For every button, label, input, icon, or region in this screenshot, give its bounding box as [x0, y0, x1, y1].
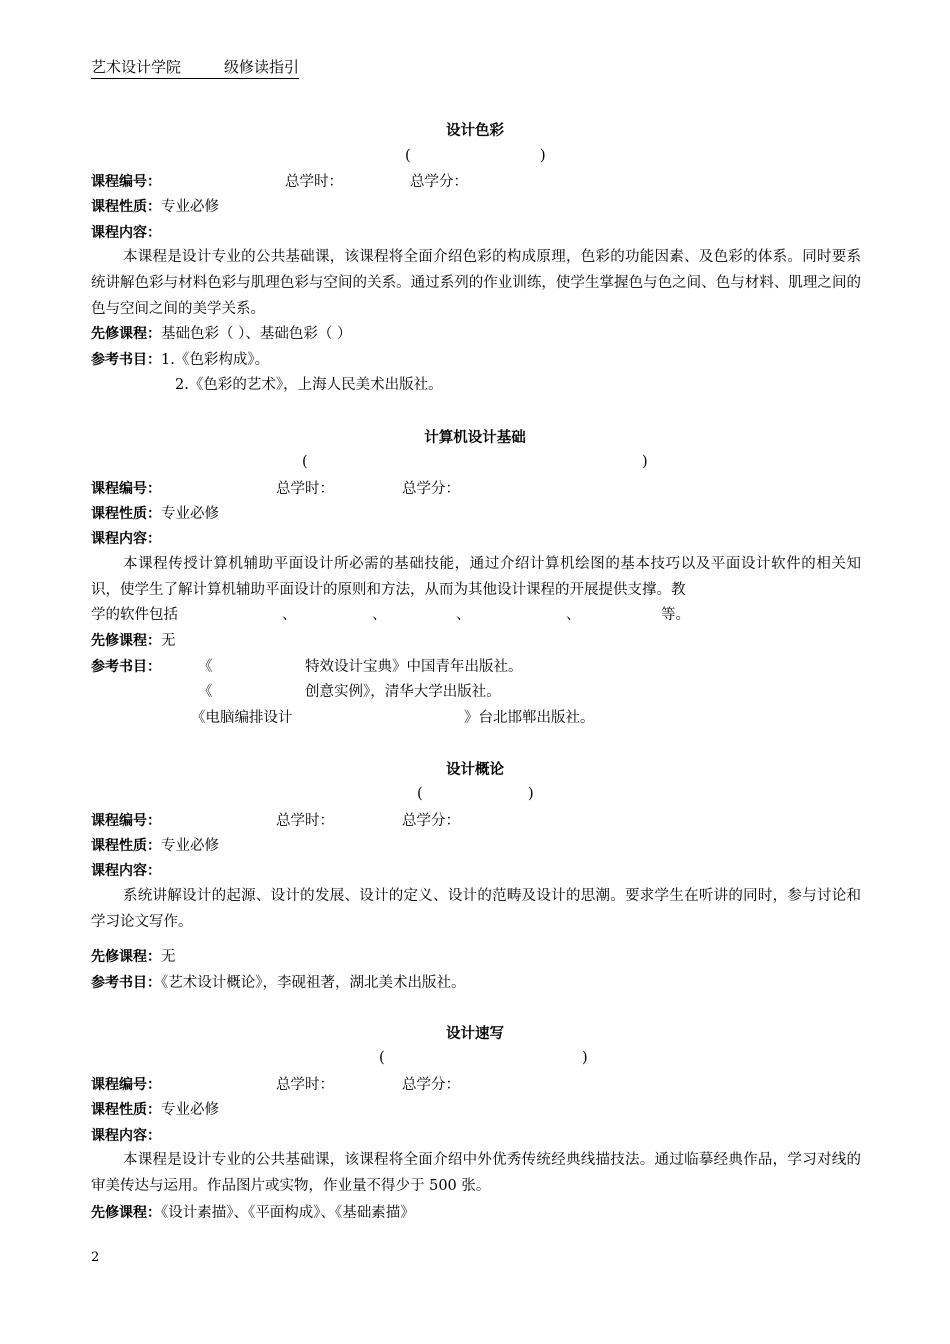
paren-close: ) [528, 786, 534, 802]
label-refs: 参考书目： [91, 975, 161, 991]
label-content: 课程内容： [91, 1128, 161, 1144]
label-prereq: 先修课程： [91, 949, 161, 965]
prereq-row [91, 947, 176, 967]
paren-open: ( [405, 148, 411, 164]
content-text: 本课程是设计专业的公共基础课，该课程将全面介绍中外优秀传统经典线描技法。通过临摹经典作品，学习对线的审美传达与运用。作品图片或实物，作业量不得少于 500 张。 [91, 1152, 861, 1194]
nature-row [91, 836, 219, 856]
label-hours: 总学时： [276, 481, 334, 497]
label-code: 课程编号： [91, 1077, 161, 1093]
ref-open: 《 [198, 659, 213, 675]
software-sep: 、 [566, 607, 581, 623]
label-prereq: 先修课程： [91, 326, 161, 342]
ref-open: 《电脑编排设计 [191, 710, 293, 726]
paren-close: ) [540, 148, 546, 164]
label-nature: 课程性质： [91, 1102, 161, 1118]
prereq-row [91, 324, 351, 344]
paren-open: ( [302, 454, 308, 470]
label-nature: 课程性质： [91, 838, 161, 854]
prereq-row [91, 1203, 415, 1223]
label-prereq: 先修课程： [91, 633, 161, 649]
content-tail: 学的软件包括 [91, 607, 178, 623]
header-guide: 级修读指引 [223, 58, 299, 76]
paren-close: ) [582, 1050, 588, 1066]
label-hours: 总学时： [285, 174, 343, 190]
prereq-row [91, 631, 176, 651]
prereq-value: 《设计素描》、《平面构成》、《基础素描》 [161, 1205, 415, 1221]
label-credits: 总学分： [410, 174, 468, 190]
paren-close: ) [642, 454, 648, 470]
label-content: 课程内容： [91, 531, 161, 547]
nature-row [91, 504, 219, 524]
nature-row [91, 197, 219, 217]
refs-row [91, 350, 269, 370]
ref-item: 2.《色彩的艺术》，上海人民美术出版社。 [175, 377, 443, 393]
nature-value: 专业必修 [161, 199, 219, 215]
label-code: 课程编号： [91, 813, 161, 829]
content-text: 本课程是设计专业的公共基础课，该课程将全面介绍色彩的构成原理，色彩的功能因素、及色彩的体系。同时要系统讲解色彩与材料色彩与肌理色彩与空间的关系。通过系列的作业训练，使学生掌握色与色之间、色与材料、肌理之间的色与空间之间的美学关系。 [91, 249, 861, 317]
course-title: 设计速写 [446, 1026, 504, 1042]
label-content: 课程内容： [91, 225, 161, 241]
course-title: 计算机设计基础 [424, 430, 526, 446]
ref-item: 特效设计宝典》中国青年出版社。 [305, 659, 523, 675]
content-text: 本课程传授计算机辅助平面设计所必需的基础技能，通过介绍计算机绘图的基本技巧以及平面设计软件的相关知识，使学生了解计算机辅助平面设计的原则和方法，从而为其他设计课程的开展提供支撑。教 [91, 556, 861, 598]
course-title: 设计概论 [446, 762, 504, 778]
course-title: 设计色彩 [446, 123, 504, 139]
label-refs: 参考书目： [91, 659, 161, 675]
nature-value: 专业必修 [161, 1102, 219, 1118]
running-header [91, 56, 299, 79]
nature-row [91, 1100, 219, 1120]
label-nature: 课程性质： [91, 199, 161, 215]
nature-value: 专业必修 [161, 506, 219, 522]
label-refs: 参考书目： [91, 352, 161, 368]
label-credits: 总学分： [402, 813, 460, 829]
header-college: 艺术设计学院 [91, 58, 182, 76]
content-text-tail [91, 605, 178, 625]
ref-item: 创意实例》，清华大学出版社。 [305, 684, 501, 700]
ref-open: 《 [198, 684, 213, 700]
paren-open: ( [417, 786, 423, 802]
label-content: 课程内容： [91, 863, 161, 879]
prereq-value: 基础色彩（ ）、基础色彩（ ） [161, 326, 352, 342]
page-number: 2 [91, 1250, 100, 1265]
ref-item: 》台北邯郸出版社。 [464, 710, 595, 726]
label-code: 课程编号： [91, 174, 161, 190]
label-nature: 课程性质： [91, 506, 161, 522]
paren-open: ( [379, 1050, 385, 1066]
prereq-value: 无 [161, 949, 176, 965]
refs-row [91, 973, 466, 993]
content-text: 系统讲解设计的起源、设计的发展、设计的定义、设计的范畴及设计的思潮。要求学生在听讲的同时，参与讨论和学习论文写作。 [91, 888, 861, 930]
software-sep: 、 [372, 607, 387, 623]
software-sep: 等。 [661, 607, 690, 623]
label-hours: 总学时： [276, 813, 334, 829]
software-sep: 、 [456, 607, 471, 623]
ref-item: 1.《色彩构成》。 [161, 352, 270, 368]
nature-value: 专业必修 [161, 838, 219, 854]
prereq-value: 无 [161, 633, 176, 649]
label-code: 课程编号： [91, 481, 161, 497]
label-prereq: 先修课程： [91, 1205, 161, 1221]
label-credits: 总学分： [402, 1077, 460, 1093]
ref-item: 《艺术设计概论》，李砚祖著，湖北美术出版社。 [161, 975, 466, 991]
label-credits: 总学分： [402, 481, 460, 497]
label-hours: 总学时： [276, 1077, 334, 1093]
software-sep: 、 [282, 607, 297, 623]
